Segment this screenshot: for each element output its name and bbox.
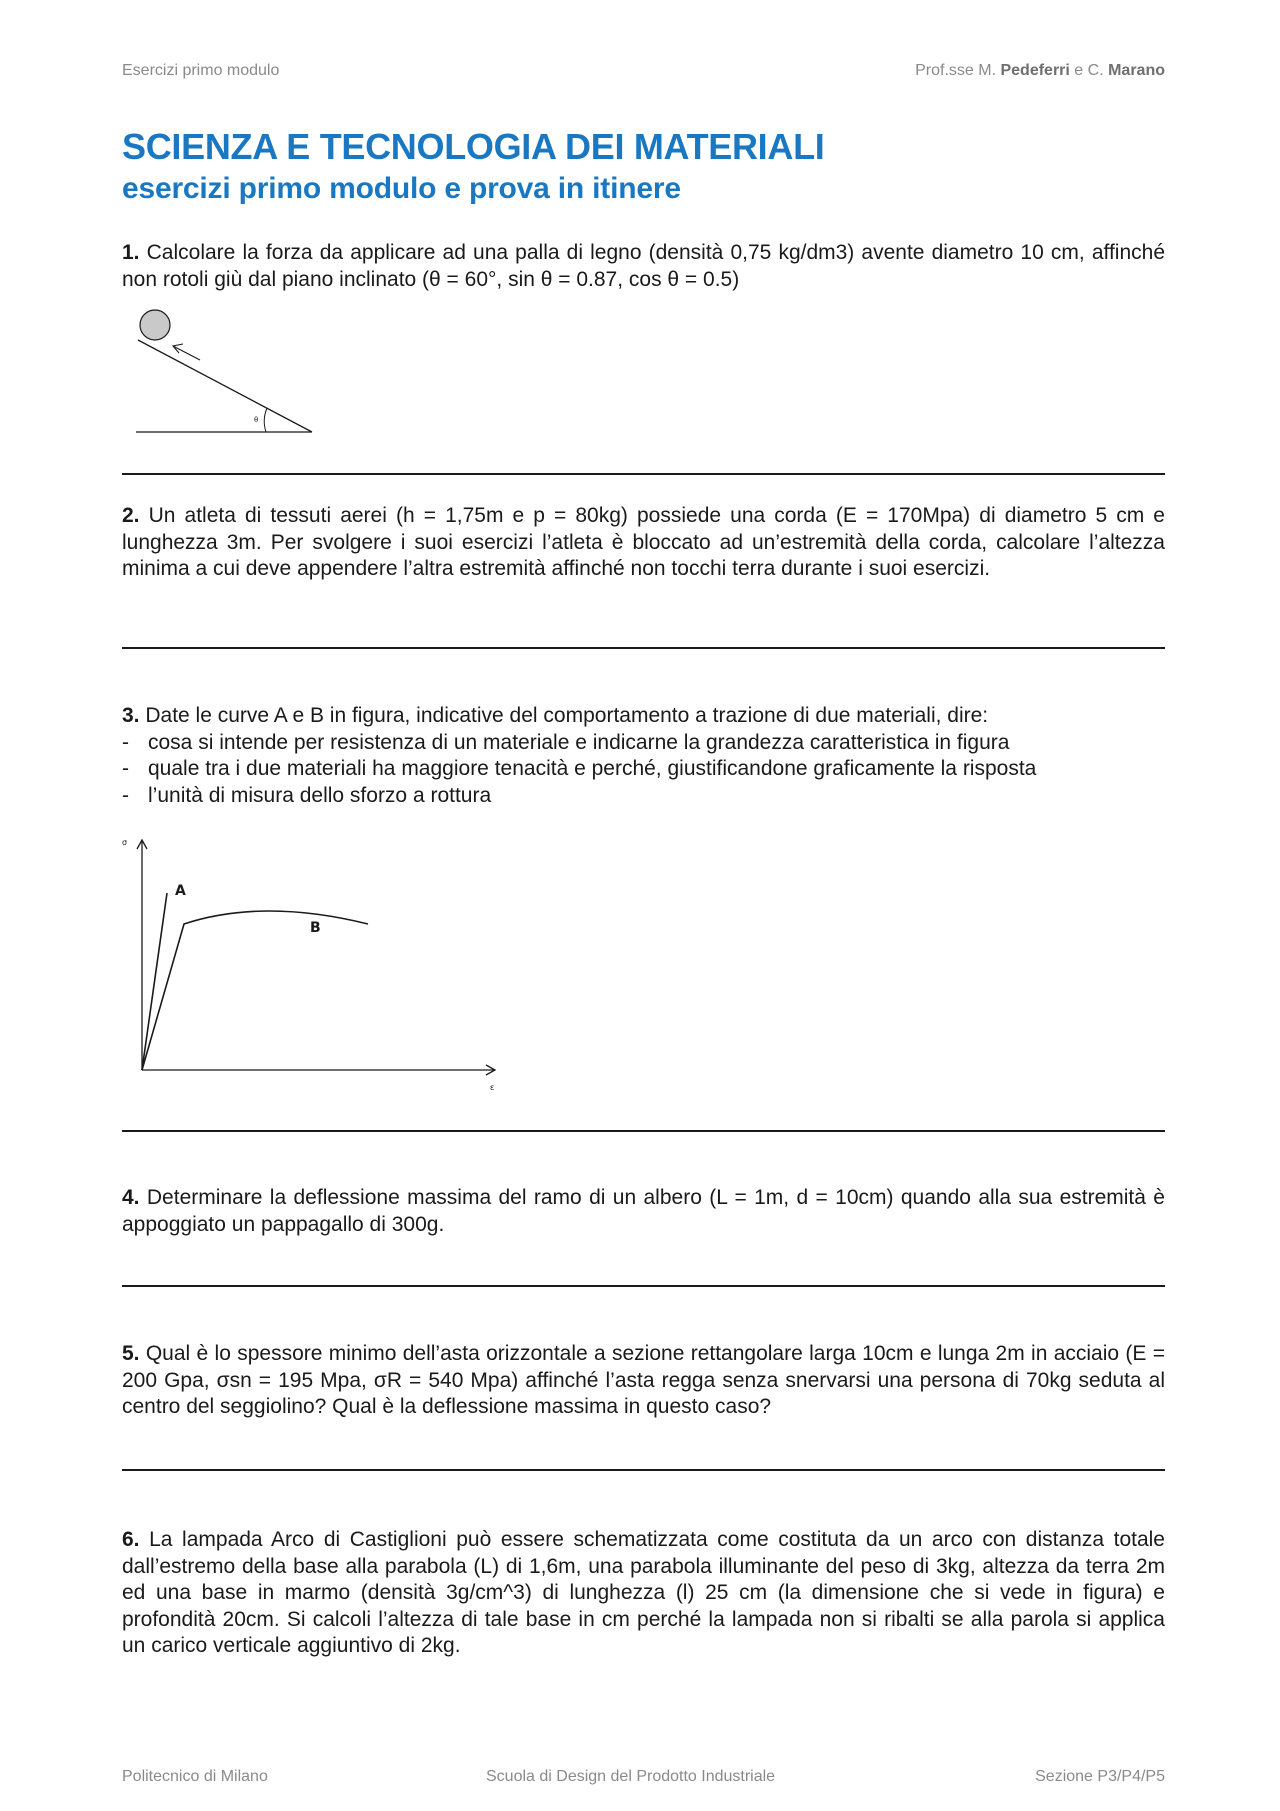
curve-a-line bbox=[142, 893, 167, 1070]
angle-arc bbox=[264, 408, 267, 432]
header-left: Esercizi primo modulo bbox=[122, 62, 280, 79]
angle-label: θ bbox=[254, 416, 259, 424]
exercise-1-text: Calcolare la forza da applicare ad una palla di legno (densità 0,75 kg/dm3) avente diametro 10 cm, affinché non rotoli giù dal piano inclinato (θ = 60°, sin θ = 0.87, cos θ = 0.5) bbox=[122, 241, 1165, 291]
header-name-pedeferri: Pedeferri bbox=[1000, 62, 1070, 79]
exercise-3 bbox=[122, 703, 1165, 809]
exercise-3-number: 3. bbox=[122, 704, 140, 727]
exercise-4-text: Determinare la deflessione massima del ramo di un albero (L = 1m, d = 10cm) quando alla sua estremità è appoggiato un pappagallo di 300g. bbox=[122, 1186, 1165, 1236]
page-subtitle: esercizi primo modulo e prova in itinere bbox=[122, 172, 681, 205]
header-right bbox=[915, 62, 1165, 80]
exercise-3-text: Date le curve A e B in figura, indicative del comportamento a trazione di due materiali, dire: bbox=[145, 704, 989, 727]
force-arrow-line bbox=[173, 346, 200, 360]
stress-strain-chart bbox=[118, 832, 508, 1097]
footer-right: Sezione P3/P4/P5 bbox=[1035, 1768, 1165, 1785]
curve-a-label: A bbox=[175, 883, 186, 899]
divider-3 bbox=[122, 1130, 1165, 1132]
exercise-3-intro bbox=[122, 703, 1165, 730]
exercise-5-number: 5. bbox=[122, 1342, 140, 1365]
y-axis-label: σ bbox=[122, 838, 128, 847]
exercise-5-text: Qual è lo spessore minimo dell’asta orizzontale a sezione rettangolare larga 10cm e lunga 2m in acciaio (E = 200 Gpa, σsn = 195 Mpa, σR = 540 Mpa) affinché l’asta regga senza snervarsi una persona di 70kg seduta al centro del seggiolino? Qual è la deflessione massima in questo caso? bbox=[122, 1342, 1165, 1418]
footer-left: Politecnico di Milano bbox=[122, 1768, 268, 1785]
exercise-3-list bbox=[122, 730, 1165, 810]
exercise-2-text: Un atleta di tessuti aerei (h = 1,75m e p = 80kg) possiede una corda (E = 170Mpa) di diametro 5 cm e lunghezza 3m. Per svolgere i suoi esercizi l’atleta è bloccato ad un’estremità della corda, calcolare l’altezza minima a cui deve appendere l’altra estremità affinché non tocchi terra durante i suoi esercizi. bbox=[122, 504, 1165, 580]
exercise-1 bbox=[122, 240, 1165, 293]
exercise-6-number: 6. bbox=[122, 1528, 140, 1551]
exercise-5 bbox=[122, 1341, 1165, 1421]
ball-shape bbox=[140, 310, 170, 340]
divider-2 bbox=[122, 647, 1165, 649]
header-prefix: Prof.sse M. bbox=[915, 62, 997, 79]
list-item: - quale tra i due materiali ha maggiore tenacità e perché, giustificandone graficamente la risposta bbox=[122, 756, 1165, 783]
exercise-2-number: 2. bbox=[122, 504, 140, 527]
page-title: SCIENZA E TECNOLOGIA DEI MATERIALI bbox=[122, 126, 825, 167]
exercise-4-number: 4. bbox=[122, 1186, 140, 1209]
curve-b-line bbox=[142, 911, 368, 1070]
exercise-6-text: La lampada Arco di Castiglioni può essere schematizzata come costituta da un arco con distanza totale dall’estremo della base alla parabola (L) di 1,6m, una parabola illuminante del peso di 3kg, altezza da terra 2m ed una base in marmo (densità 3g/cm^3) di lunghezza (l) 25 cm (la dimensione che si vede in figura) e profondità 20cm. Si calcoli l’altezza di tale base in cm perché la lampada non si ribalti se alla parola si applica un carico verticale aggiuntivo di 2kg. bbox=[122, 1528, 1165, 1657]
incline-line bbox=[138, 340, 312, 432]
header-name-marano: Marano bbox=[1108, 62, 1165, 79]
header-conjunction: e C. bbox=[1074, 62, 1104, 79]
exercise-2 bbox=[122, 503, 1165, 583]
footer-center: Scuola di Design del Prodotto Industriale bbox=[486, 1768, 776, 1785]
divider-5 bbox=[122, 1469, 1165, 1471]
curve-b-label: B bbox=[310, 920, 321, 936]
divider-1 bbox=[122, 473, 1165, 475]
divider-4 bbox=[122, 1285, 1165, 1287]
list-item: - l’unità di misura dello sforzo a rottura bbox=[122, 783, 1165, 810]
list-item: - cosa si intende per resistenza di un materiale e indicarne la grandezza caratteristica in figura bbox=[122, 730, 1165, 757]
x-axis-label: ε bbox=[490, 1083, 495, 1092]
exercise-4 bbox=[122, 1185, 1165, 1238]
exercise-1-number: 1. bbox=[122, 241, 140, 264]
inclined-plane-figure bbox=[130, 305, 330, 435]
exercise-6 bbox=[122, 1527, 1165, 1660]
